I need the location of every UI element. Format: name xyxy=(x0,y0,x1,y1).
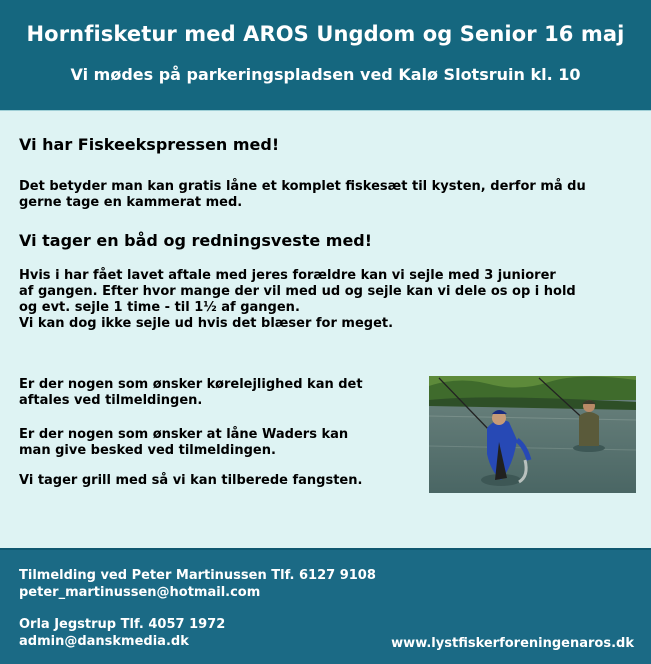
page-subtitle: Vi mødes på parkeringspladsen ved Kalø Slotsruin kl. 10 xyxy=(70,65,581,84)
text-line: Er der nogen som ønsker at låne Waders kan xyxy=(19,427,349,442)
heading-fiskeekspressen: Vi har Fiskeekspressen med! xyxy=(19,135,280,154)
paragraph-fiskeekspressen xyxy=(19,179,586,211)
paragraph-waders xyxy=(19,427,348,459)
fishing-photo xyxy=(429,376,636,493)
email-peter-link[interactable]: peter_martinussen@hotmail.com xyxy=(19,585,261,600)
text-line: og evt. sejle 1 time - til 1½ af gangen. xyxy=(19,300,300,315)
text-line: Det betyder man kan gratis låne et komplet fiskesæt til kysten, derfor må du xyxy=(19,179,586,194)
heading-boat: Vi tager en båd og redningsveste med! xyxy=(19,231,373,250)
contact-peter: Tilmelding ved Peter Martinussen Tlf. 6127 9108 xyxy=(19,568,376,583)
paragraph-transport xyxy=(19,377,363,409)
email-orla-link[interactable]: admin@danskmedia.dk xyxy=(19,634,189,649)
paragraph-boat xyxy=(19,268,576,332)
text-line: af gangen. Efter hvor mange der vil med ud og sejle kan vi dele os op i hold xyxy=(19,284,576,299)
website-link[interactable]: www.lystfiskerforeningenaros.dk xyxy=(391,636,634,651)
contact-orla: Orla Jegstrup Tlf. 4057 1972 xyxy=(19,617,226,632)
header-banner xyxy=(0,0,651,110)
text-line: Hvis i har fået lavet aftale med jeres forældre kan vi sejle med 3 juniorer xyxy=(19,268,556,283)
text-line: Er der nogen som ønsker kørelejlighed kan det xyxy=(19,377,363,392)
page-title: Hornfisketur med AROS Ungdom og Senior 16 maj xyxy=(26,22,625,46)
paragraph-grill xyxy=(19,473,362,489)
text-line: Vi kan dog ikke sejle ud hvis det blæser for meget. xyxy=(19,316,394,331)
text-line: aftales ved tilmeldingen. xyxy=(19,393,203,408)
text-line: gerne tage en kammerat med. xyxy=(19,195,243,210)
text-line: man give besked ved tilmeldingen. xyxy=(19,443,276,458)
footer-contact xyxy=(0,548,651,664)
text-line: Vi tager grill med så vi kan tilberede fangsten. xyxy=(19,473,363,488)
